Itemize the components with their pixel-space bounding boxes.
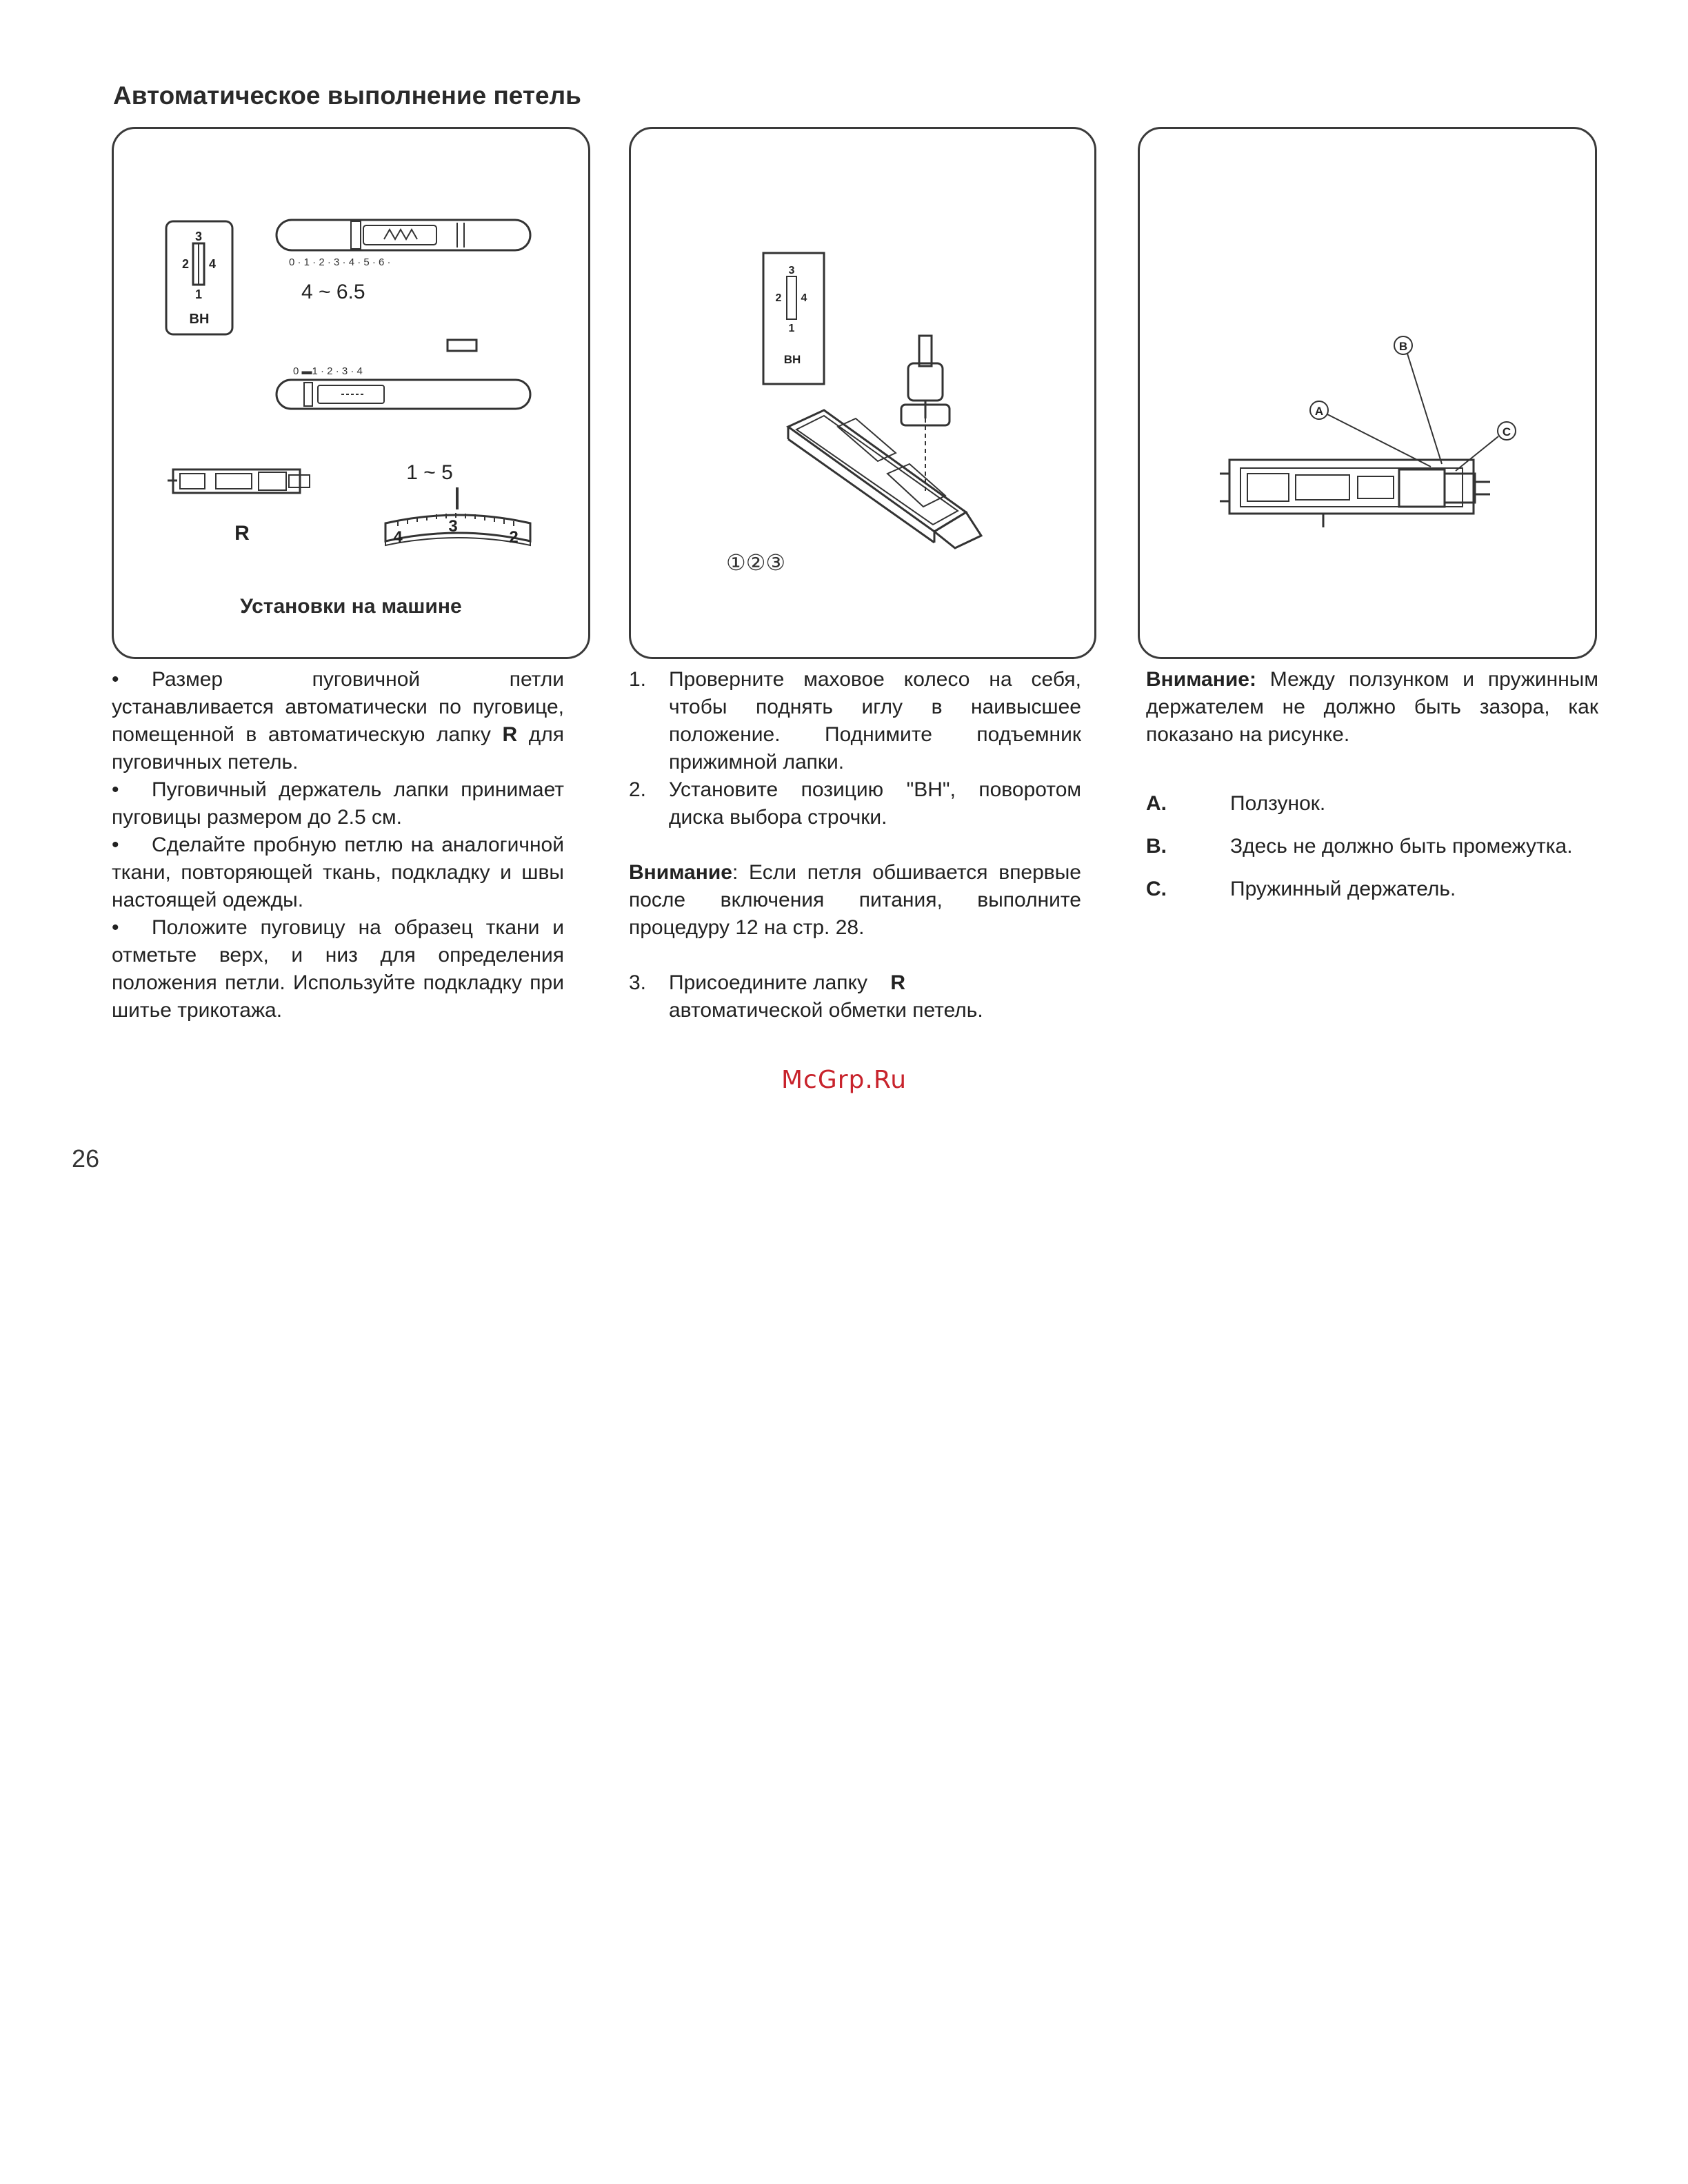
- foot-r-label: R: [234, 522, 250, 545]
- page-title: Автоматическое выполнение петель: [113, 81, 581, 110]
- callout-b: B: [1398, 340, 1408, 353]
- definition-a: A. Ползунок.: [1146, 792, 1326, 815]
- attach-foot-illustration: [631, 129, 1098, 661]
- machine-settings-illustration: [114, 129, 592, 661]
- step-2: 2. Установите позицию "ВН", поворотом диска выбора строчки.: [629, 778, 1081, 829]
- step-1: 1. Проверните маховое колесо на себя, чтобы поднять иглу в наивысшее положение. Поднимите подъемник прижимной лапки.: [629, 668, 1081, 774]
- dial-left-number: 2: [775, 292, 782, 304]
- dial-top-number: 3: [194, 230, 203, 243]
- machine-settings-panel: [112, 127, 590, 659]
- dial-bottom-number: 1: [788, 323, 795, 334]
- bullet-paragraph-2: • Пуговичный держатель лапки принимает пуговицы размером до 2.5 см.: [112, 778, 564, 829]
- column-2-text: [629, 666, 1081, 1024]
- definition-c: C. Пружинный держатель.: [1146, 878, 1456, 900]
- dial-right-number: 4: [801, 292, 807, 304]
- stitch-length-range: 1 ~ 5: [406, 461, 453, 484]
- bullet-paragraph-3: • Сделайте пробную петлю на аналогичной ткани, повторяющей ткань, подкладку и швы настоящей одежды.: [112, 833, 564, 911]
- page-number: 26: [72, 1144, 100, 1173]
- column-3-text: [1146, 666, 1598, 918]
- width-range: 4 ~ 6.5: [301, 281, 365, 303]
- bullet-paragraph-4: • Положите пуговицу на образец ткани и отметьте верх, и низ для определения положения петли. Используйте подкладку при шитье трикотажа.: [112, 916, 564, 1022]
- length-scale-ticks: 0 ▬1 · 2 · 3 · 4: [293, 365, 363, 377]
- callout-c: C: [1502, 425, 1511, 438]
- callout-a: A: [1314, 405, 1324, 418]
- step-3: 3. Присоедините лапку R автоматической обметки петель.: [629, 971, 983, 1022]
- dial-bh-label: BH: [189, 312, 210, 327]
- attach-foot-panel: [629, 127, 1096, 659]
- column-1-text: [112, 666, 564, 1024]
- panel-caption: Установки на машине: [240, 595, 462, 618]
- dial-left-number: 2: [181, 257, 190, 271]
- wheel-number-middle: 3: [448, 517, 458, 536]
- wheel-number-right: 2: [509, 528, 519, 547]
- step-numbers-marker: ①②③: [726, 550, 786, 575]
- width-scale-ticks: 0 · 1 · 2 · 3 · 4 · 5 · 6 ·: [289, 256, 391, 268]
- zigzag-icon: [384, 230, 417, 239]
- dial-bottom-number: 1: [194, 287, 203, 301]
- dial-right-number: 4: [208, 257, 217, 271]
- watermark: McGrp.Ru: [781, 1066, 907, 1094]
- wheel-number-left: 4: [393, 528, 403, 547]
- bullet-paragraph-1: • Размер пуговичной петли устанавливается автоматически по пуговице, помещенной в автоматическую лапку R для пуговичных петель.: [112, 668, 564, 774]
- note-paragraph: Внимание: Если петля обшивается впервые после включения питания, выполните процедуру 12 на стр. 28.: [629, 861, 1081, 939]
- dial-top-number: 3: [788, 265, 795, 276]
- dial-bh-label: BH: [783, 353, 801, 366]
- slider-holder-panel: [1138, 127, 1597, 659]
- definition-b: B. Здесь не должно быть промежутка.: [1146, 835, 1573, 858]
- note-paragraph: Внимание: Между ползунком и пружинным держателем не должно быть зазора, как показано на рисунке.: [1146, 668, 1598, 746]
- slider-holder-illustration: [1140, 129, 1599, 661]
